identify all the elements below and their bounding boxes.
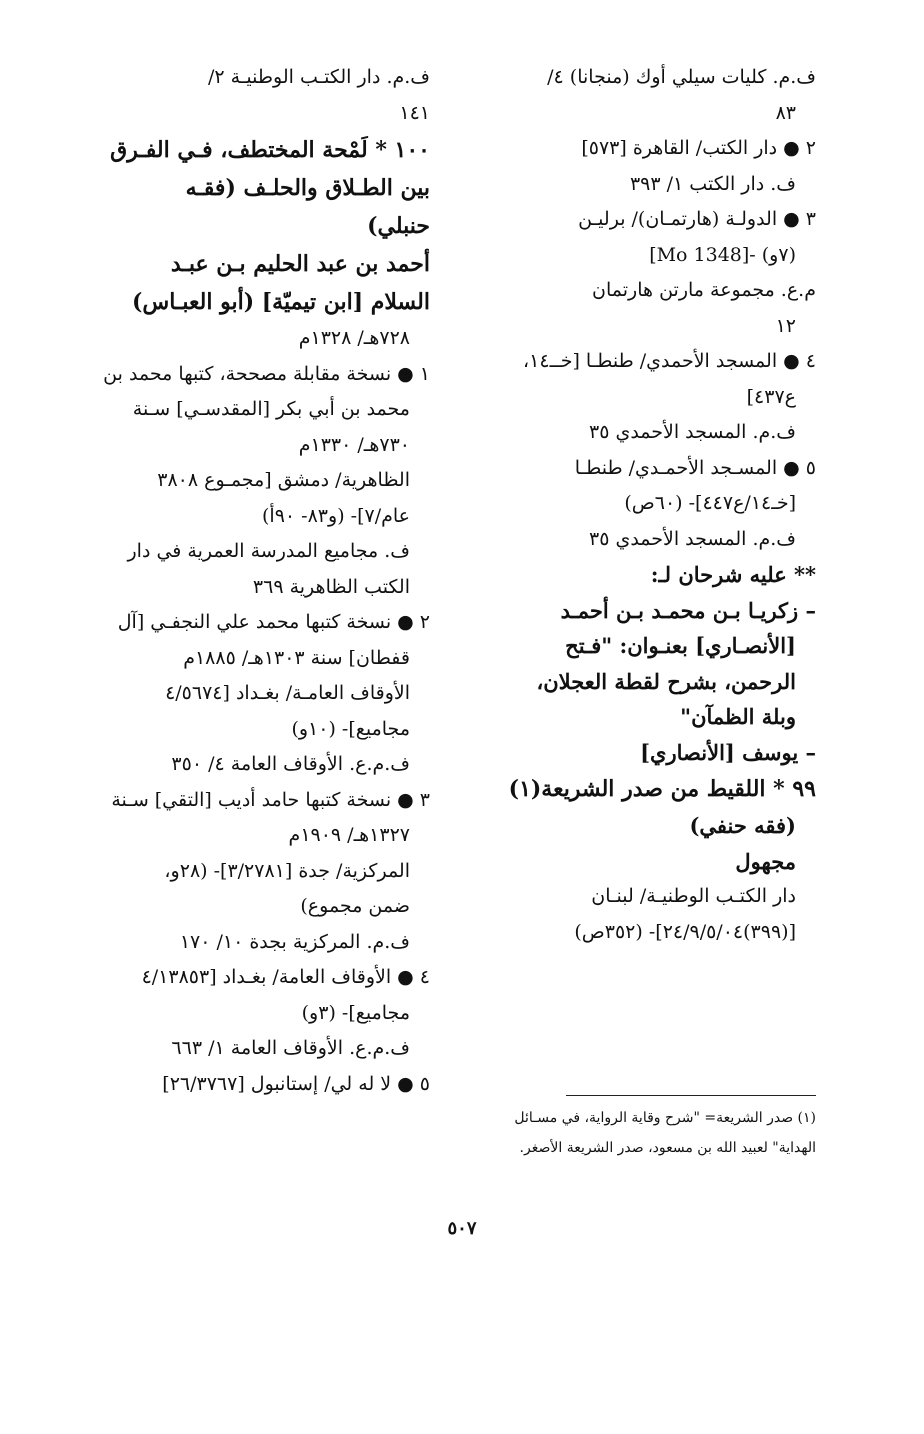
page-number: ٥٠٧ xyxy=(447,1218,477,1239)
text-line: ف.م.ع. الأوقاف العامة ١/ ٦٦٣ xyxy=(171,1037,410,1059)
text-line: م.ع. مجموعة مارتن هارتمان xyxy=(592,279,816,301)
text-line: ف.م.ع. الأوقاف العامة ٤/ ٣٥٠ xyxy=(171,753,410,775)
text-line: عام/٧]- (و٨٣- ٩٠أ) xyxy=(262,504,410,527)
text-line: ٤ ● الأوقاف العامة/ بغـداد [٤/١٣٨٥٣ xyxy=(141,966,430,988)
text-line: ف.م. المسجد الأحمدي ٣٥ xyxy=(588,421,796,443)
text-line: ١٣٢٧هـ/ ١٩٠٩م xyxy=(288,824,410,846)
text-line: [خـ١٤/ع٤٤٧]- (٦٠ص) xyxy=(624,492,796,514)
footnotes xyxy=(486,1103,816,1163)
entry-title: حنبلي) xyxy=(367,213,430,239)
footnote-divider xyxy=(566,1095,816,1096)
text-line: الظاهرية/ دمشق [مجمـوع ٣٨٠٨ xyxy=(157,469,410,491)
text-line: ٥ ● لا له لي/ إستانبول [٢٦/٣٧٦٧] xyxy=(162,1072,430,1095)
text-line: ضمن مجموع) xyxy=(300,895,410,917)
commentary-heading: ** عليه شرحان لـ: xyxy=(650,562,816,587)
entry-author: أحمد بن عبد الحليم بـن عبـد xyxy=(170,251,430,277)
entry-title: ٩٩ * اللقيط من صدر الشريعة(١) xyxy=(508,776,816,802)
text-line: الكتب الظاهرية ٣٦٩ xyxy=(252,575,410,598)
text-line: ٨٣ xyxy=(775,101,796,124)
text-line: مجاميع]- (٣و) xyxy=(301,1001,410,1024)
footnote-line: الهداية" لعبيد الله بن مسعود، صدر الشريعة الأصغر. xyxy=(519,1140,816,1156)
entry-title: ١٠٠ * لَمْحة المختطف، فـي الفـرق xyxy=(110,137,430,163)
text-line: ٧٣٠هـ/ ١٣٣٠م xyxy=(298,433,410,456)
text-line: ١٢ xyxy=(775,314,796,337)
text-line: الأوقاف العامـة/ بغـداد [٤/٥٦٧٤ xyxy=(165,682,410,704)
text-line: وبلة الظمآن" xyxy=(680,704,796,729)
text-line: – زكريـا بـن محمـد بـن أحمـد xyxy=(560,597,816,623)
text-line: ف.م. المسجد الأحمدي ٣٥ xyxy=(588,527,796,550)
text-line: ٢ ● دار الكتب/ القاهرة [٥٧٣] xyxy=(581,137,816,159)
text-line: ف. دار الكتب ١/ ٣٩٣ xyxy=(629,172,796,195)
text-line: ٥ ● المسـجد الأحمـدي/ طنطـا xyxy=(574,456,816,479)
text-line: – يوسف [الأنصاري] xyxy=(640,739,816,765)
text-line: ٣ ● نسخة كتبها حامد أديب [التقي] سـنة xyxy=(111,788,430,811)
text-line: [(٣٩٩)٢٤/٩/٥/٠٤]- (٣٥٢ص) xyxy=(574,920,796,943)
text-line: [الأنصـاري] بعنـوان: "فـتح xyxy=(565,633,796,658)
text-line: ٧٢٨هـ/ ١٣٢٨م xyxy=(298,327,410,349)
entry-subject: (فقه حنفي) xyxy=(689,813,796,838)
text-line: ٣ ● الدولـة (هارتمـان)/ برليـن xyxy=(578,208,816,230)
text-line: ١٤١ xyxy=(399,101,430,124)
text-line: ف. مجاميع المدرسة العمرية في دار xyxy=(127,540,410,562)
text-line: دار الكتـب الوطنيـة/ لبنـان xyxy=(591,885,796,907)
entry-author: السلام [ابن تيميّة] (أبو العبـاس) xyxy=(131,289,430,315)
text-line: ١ ● نسخة مقابلة مصححة، كتبها محمد بن xyxy=(103,362,430,385)
text-line: محمد بن أبي بكر [المقدسـي] سـنة xyxy=(132,398,410,420)
text-line: ف.م. المركزية بجدة ١٠/ ١٧٠ xyxy=(179,930,410,953)
text-line: المركزية/ جدة [٣/٢٧٨١]- (٢٨و، xyxy=(164,859,410,882)
text-line: ف.م. دار الكتـب الوطنيـة ٢/ xyxy=(208,66,430,88)
footnote-line: (١) صدر الشريعة= "شرح وقاية الرواية، في مسـائل xyxy=(514,1110,816,1126)
text-line: ع٤٣٧] xyxy=(746,385,796,408)
text-line: قفطان] سنة ١٣٠٣هـ/ ١٨٨٥م xyxy=(183,646,410,669)
text-line: ف.م. كليات سيلي أوك (منجانا) ٤/ xyxy=(547,66,816,88)
right-column xyxy=(486,60,816,950)
entry-title: بين الطـلاق والحلـف (فقـه xyxy=(185,175,430,201)
text-line: ٢ ● نسخة كتبها محمد علي النجفـي [آل xyxy=(117,611,430,633)
text-line: الرحمن، بشرح لقطة العجلان، xyxy=(536,668,796,694)
left-column xyxy=(100,60,430,1102)
text-line: ٤ ● المسجد الأحمدي/ طنطـا [خــ١٤، xyxy=(523,350,816,372)
text-line: [Mo 1348]- (٧و) xyxy=(649,243,796,266)
text-line: مجاميع]- (١٠و) xyxy=(291,717,410,740)
entry-author: مجهول xyxy=(735,848,796,874)
